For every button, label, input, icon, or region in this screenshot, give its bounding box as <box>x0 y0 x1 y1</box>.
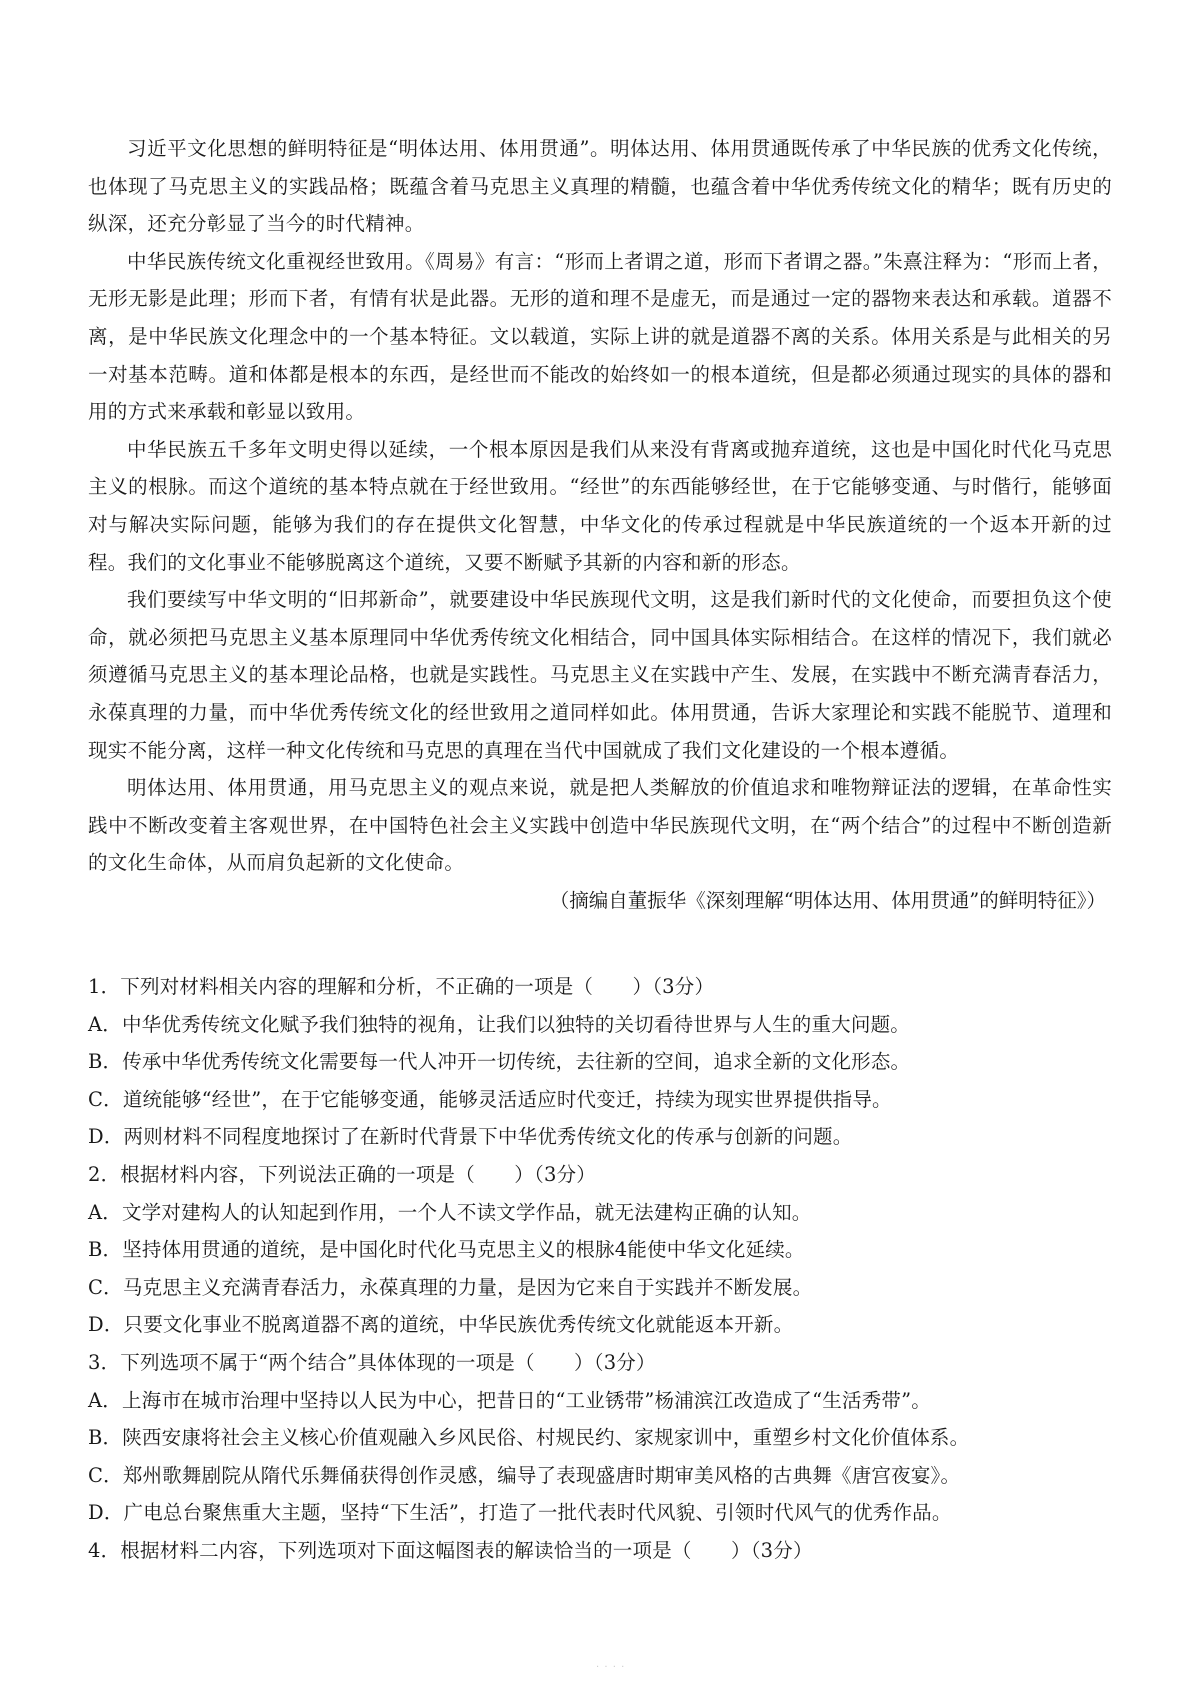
option-a: A．文学对建构人的认知起到作用，一个人不读文学作品，就无法建构正确的认知。 <box>88 1200 812 1224</box>
question-stem: 4．根据材料二内容，下列选项对下面这幅图表的解读恰当的一项是（ ）（3分） <box>88 1538 813 1562</box>
option-c: C．马克思主义充满青春活力，永葆真理的力量，是因为它来自于实践并不断发展。 <box>88 1275 813 1299</box>
passage-paragraph-3: 中华民族五千多年文明史得以延续，一个根本原因是我们从来没有背离或抛弃道统，这也是中国化时代化马克思主义的根脉。而这个道统的基本特点就在于经世致用。“经世”的东西能够经世，在于它能够变通、与时偕行，能够面对与解决实际问题，能够为我们的存在提供文化智慧，中华文化的传承过程就是中华民族道统的一个返本开新的过程。我们的文化事业不能够脱离这个道统，又要不断赋予其新的内容和新的形态。 <box>88 437 1112 574</box>
option-c: C．道统能够“经世”，在于它能够变通，能够灵活适应时代变迁，持续为现实世界提供指导。 <box>88 1087 892 1111</box>
page-footer-mark: · · · · <box>596 1662 626 1673</box>
passage-source: （摘编自董振华《深刻理解“明体达用、体用贯通”的鲜明特征》） <box>549 888 1106 912</box>
passage-paragraph-5: 明体达用、体用贯通，用马克思主义的观点来说，就是把人类解放的价值追求和唯物辩证法的逻辑，在革命性实践中不断改变着主客观世界，在中国特色社会主义实践中创造中华民族现代文明，在“两个结合”的过程中不断创造新的文化生命体，从而肩负起新的文化使命。 <box>88 776 1112 875</box>
option-a: A．上海市在城市治理中坚持以人民为中心，把昔日的“工业锈带”杨浦滨江改造成了“生活秀带”。 <box>88 1388 931 1412</box>
passage-paragraph-1: 习近平文化思想的鲜明特征是“明体达用、体用贯通”。明体达用、体用贯通既传承了中华民族的优秀文化传统，也体现了马克思主义的实践品格；既蕴含着马克思主义真理的精髓，也蕴含着中华优秀传统文化的精华；既有历史的纵深，还充分彰显了当今的时代精神。 <box>88 137 1112 236</box>
question-stem: 1．下列对材料相关内容的理解和分析，不正确的一项是（ ）（3分） <box>88 975 715 998</box>
option-b: B．坚持体用贯通的道统，是中国化时代化马克思主义的根脉4能使中华文化延续。 <box>88 1238 805 1262</box>
passage-paragraph-2: 中华民族传统文化重视经世致用。《周易》有言：“形而上者谓之道，形而下者谓之器。”朱熹注释为：“形而上者，无形无影是此理；形而下者，有情有状是此器。无形的道和理不是虚无，而是通过一定的器物来表达和承载。道器不离，是中华民族文化理念中的一个基本特征。文以载道，实际上讲的就是道器不离的关系。体用关系是与此相关的另一对基本范畴。道和体都是根本的东西，是经世而不能改的始终如一的根本道统，但是都必须通过现实的具体的器和用的方式来承载和彰显以致用。 <box>88 249 1112 424</box>
question-2 <box>88 1156 1112 1344</box>
question-list <box>88 968 1112 1570</box>
option-b: B．传承中华优秀传统文化需要每一代人冲开一切传统，去往新的空间，追求全新的文化形态。 <box>88 1050 911 1074</box>
question-3 <box>88 1344 1112 1532</box>
option-d: D．只要文化事业不脱离道器不离的道统，中华民族优秀传统文化就能返本开新。 <box>88 1313 794 1337</box>
passage-paragraph-4: 我们要续写中华文明的“旧邦新命”，就要建设中华民族现代文明，这是我们新时代的文化使命，而要担负这个使命，就必须把马克思主义基本原理同中华优秀传统文化相结合，同中国具体实际相结合。在这样的情况下，我们就必须遵循马克思主义的基本理论品格，也就是实践性。马克思主义在实践中产生、发展，在实践中不断充满青春活力，永葆真理的力量，而中华优秀传统文化的经世致用之道同样如此。体用贯通，告诉大家理论和实践不能脱节、道理和现实不能分离，这样一种文化传统和马克思的真理在当代中国就成了我们文化建设的一个根本遵循。 <box>88 588 1112 762</box>
option-c: C．郑州歌舞剧院从隋代乐舞俑获得创作灵感，编导了表现盛唐时期审美风格的古典舞《唐宫夜宴》。 <box>88 1463 961 1487</box>
reading-passage <box>88 130 1112 919</box>
option-b: B．陕西安康将社会主义核心价值观融入乡风民俗、村规民约、家规家训中，重塑乡村文化价值体系。 <box>88 1426 970 1450</box>
question-4 <box>88 1532 1112 1570</box>
question-1 <box>88 968 1112 1156</box>
option-a: A．中华优秀传统文化赋予我们独特的视角，让我们以独特的关切看待世界与人生的重大问题。 <box>88 1012 910 1036</box>
option-d: D．广电总台聚焦重大主题，坚持“下生活”，打造了一批代表时代风貌、引领时代风气的优秀作品。 <box>88 1501 952 1525</box>
option-d: D．两则材料不同程度地探讨了在新时代背景下中华优秀传统文化的传承与创新的问题。 <box>88 1125 853 1149</box>
question-stem: 3．下列选项不属于“两个结合”具体体现的一项是（ ）（3分） <box>88 1350 656 1374</box>
question-stem: 2．根据材料内容，下列说法正确的一项是（ ）（3分） <box>88 1162 596 1186</box>
